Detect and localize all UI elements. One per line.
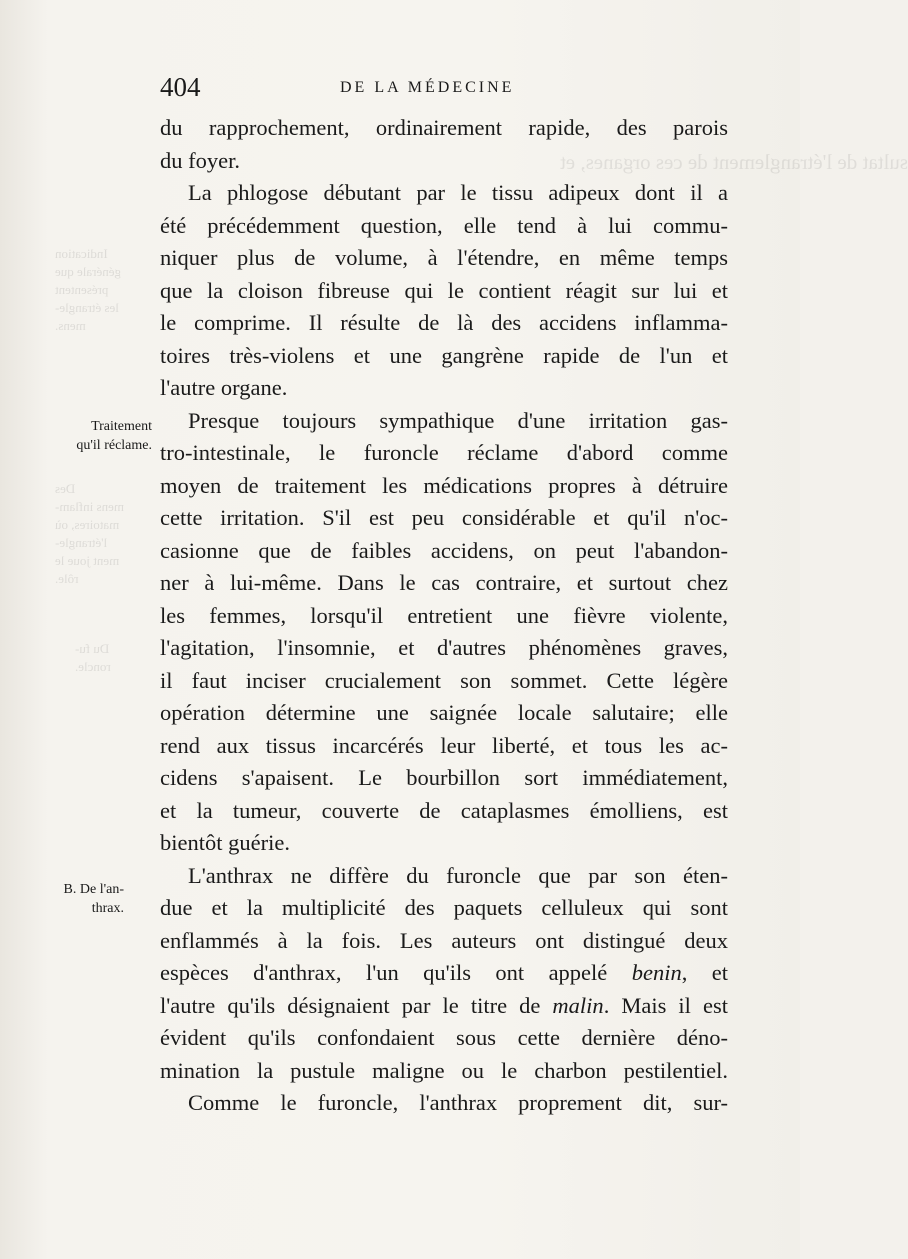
text-line: il faut inciser crucialement son sommet. Cette légère (160, 667, 728, 693)
text-line: rend aux tissus incarcérés leur liberté, et tous les ac- (160, 732, 728, 758)
text-line: cette irritation. S'il est peu considérable et qu'il n'oc- (160, 505, 728, 530)
text-line: opération détermine une saignée locale salutaire; elle (160, 700, 728, 725)
running-head: DE LA MÉDECINE (340, 79, 515, 96)
text-line: Presque toujours sympathique d'une irritation gas- (188, 407, 728, 433)
show-through-text: sultat de l'étranglement de ces organes, et (560, 150, 908, 174)
text-line: L'anthrax ne diffère du furoncle que par son éten- (188, 862, 728, 888)
text-line: bientôt guérie. (160, 830, 290, 855)
text-line: toires très-violens et une gangrène rapide de l'un et (160, 342, 728, 368)
italic-term-malin: malin (552, 992, 604, 1018)
text-line: La phlogose débutant par le tissu adipeux dont il a (188, 180, 728, 205)
text-line: tro-intestinale, le furoncle réclame d'abord comme (160, 440, 728, 465)
text-line: moyen de traitement les médications propres à détruire (160, 472, 728, 498)
page-header (160, 70, 740, 110)
text-line: et la tumeur, couverte de cataplasmes émolliens, est (160, 797, 728, 823)
text-line: été précédemment question, elle tend à lui commu- (160, 212, 728, 238)
text-line: du rapprochement, ordinairement rapide, des parois (160, 115, 728, 140)
text-segment: l'autre qu'ils désignaient par le titre de (160, 992, 553, 1018)
italic-term-benin: benin (631, 960, 682, 985)
page-number: 404 (160, 72, 201, 102)
text-line: due et la multiplicité des paquets celluleux qui sont (160, 895, 728, 920)
text-line: Comme le furoncle, l'anthrax proprement dit, sur- (188, 1090, 728, 1115)
text-line: que la cloison fibreuse qui le contient réagit sur lui et (160, 277, 728, 303)
margin-note-treatment (40, 417, 152, 455)
text-line: mination la pustule maligne ou le charbon pestilentiel. (160, 1057, 728, 1083)
text-segment: espèces d'anthrax, l'un qu'ils ont appelé (160, 960, 632, 985)
text-segment: , et (681, 960, 728, 985)
text-line: niquer plus de volume, à l'étendre, en même temps (160, 245, 728, 270)
text-line: l'agitation, l'insomnie, et d'autres phénomènes graves, (160, 635, 728, 660)
text-line: les femmes, lorsqu'il entretient une fièvre violente, (160, 602, 728, 628)
margin-note-anthrax (40, 880, 124, 918)
text-line: casionne que de faibles accidens, on peut l'abandon- (160, 537, 728, 563)
text-segment: . Mais il est (603, 992, 728, 1018)
margin-note-line: B. De l'an- (63, 882, 124, 897)
text-line: enflammés à la fois. Les auteurs ont distingué deux (160, 927, 728, 953)
margin-note-line: thrax. (91, 901, 124, 916)
body-text (160, 112, 728, 1120)
text-line: l'autre organe. (160, 375, 288, 400)
text-line: évident qu'ils confondaient sous cette dernière déno- (160, 1025, 728, 1050)
text-line: ner à lui-même. Dans le cas contraire, et surtout chez (160, 570, 728, 595)
margin-note-line: Traitement (91, 419, 152, 434)
margin-note-line: qu'il réclame. (76, 438, 152, 453)
text-line-with-italic (160, 990, 728, 1023)
text-line: le comprime. Il résulte de là des accidens inflamma- (160, 310, 728, 335)
text-line-with-italic (160, 957, 728, 990)
show-through-text: Des mens inflam- matoires, où l'étrangle- ment joue le rôle. (55, 481, 124, 586)
show-through-text: Indication générale que présentent les étrangle- mens. (55, 246, 122, 333)
text-line: cidens s'apaisent. Le bourbillon sort immédiatement, (160, 765, 728, 790)
text-line: du foyer. (160, 147, 240, 173)
show-through-text: Du fu- roncle. (75, 641, 111, 674)
